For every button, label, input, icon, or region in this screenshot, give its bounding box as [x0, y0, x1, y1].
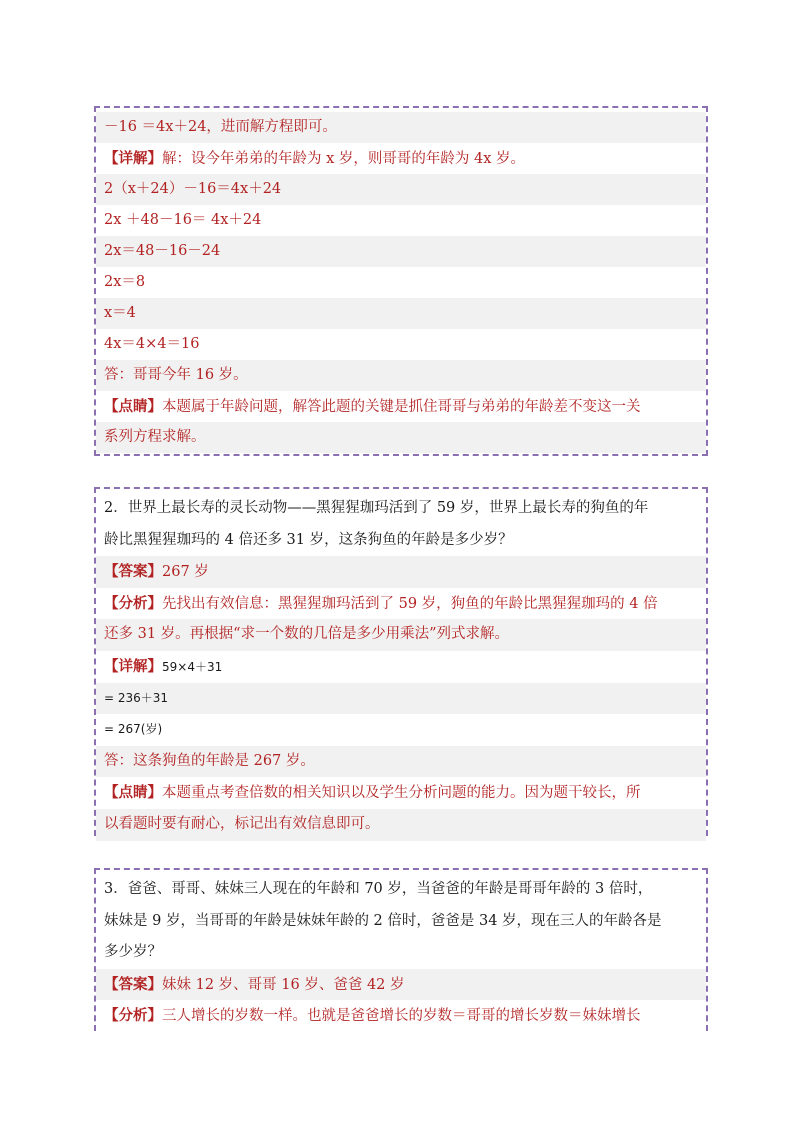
- answer-line: [96, 360, 706, 391]
- comment-text: 系列方程求解。: [104, 429, 206, 445]
- equation-line: [96, 329, 706, 360]
- comment-text: 本题属于年龄问题，解答此题的关键是抓住哥哥与弟弟的年龄差不变这一关: [162, 399, 641, 415]
- answer-text: 岁、爸爸: [299, 976, 367, 993]
- detail-line: [96, 143, 706, 174]
- question-text: 龄比黑猩猩珈玛的 4 倍还多 31 岁，这条狗鱼的年龄是多少岁？: [104, 531, 513, 548]
- question-line: [96, 906, 706, 938]
- question-box-2: [94, 487, 708, 836]
- answer-unit: 岁: [385, 976, 405, 993]
- answer-line: [96, 746, 706, 778]
- question-text: 3．爸爸、哥哥、妹妹三人现在的年龄和 70 岁，当爸爸的年龄是哥哥年龄的 3 倍时，: [104, 881, 653, 897]
- detail-tag: 【详解】: [104, 657, 162, 675]
- detail-var: 4x: [474, 151, 492, 167]
- answer-text: 答：这条狗鱼的年龄是: [104, 752, 254, 769]
- answer-value: 16: [281, 976, 300, 993]
- detail-text: 解：设今年弟弟的年龄为 x 岁，则哥哥的年龄为: [162, 151, 475, 167]
- solution-box-1: [94, 106, 708, 456]
- answer-unit: 岁。: [281, 752, 315, 769]
- equation-text: 2x＝48－16－24: [104, 243, 221, 259]
- comment-tag: 【点睛】: [104, 398, 162, 415]
- answer-value: 12: [195, 976, 215, 993]
- answer-line: [96, 556, 706, 588]
- analysis-line: [96, 619, 706, 651]
- analysis-text: 岁，狗鱼的年龄比黑猩猩珈玛的: [417, 595, 630, 612]
- comment-line: [96, 391, 706, 422]
- answer-tag: 【答案】: [104, 975, 162, 993]
- question-line: [96, 493, 706, 525]
- answer-value: 267: [253, 752, 282, 769]
- answer-text: 267 岁: [162, 564, 209, 581]
- comment-line: [96, 777, 706, 809]
- detail-unit: 岁。: [491, 151, 526, 167]
- detail-tag: 【详解】: [104, 150, 162, 167]
- analysis-line: [96, 588, 706, 620]
- question-text: 多少岁？: [104, 944, 162, 960]
- equation-line: [96, 205, 706, 236]
- question-line: [96, 937, 706, 969]
- question-text: 2．世界上最长寿的灵长动物——黑猩猩珈玛活到了 59 岁，世界上最长寿的狗鱼的年: [104, 500, 649, 516]
- analysis-tag: 【分析】: [104, 594, 162, 612]
- analysis-number: 31: [137, 626, 157, 643]
- comment-line: [96, 809, 706, 841]
- analysis-tag: 【分析】: [104, 1007, 162, 1024]
- detail-expression: = 236＋31: [104, 690, 169, 705]
- detail-line: [96, 651, 706, 683]
- answer-text: 答：哥哥今年: [104, 367, 196, 383]
- analysis-text: 岁。再根据“求一个数的几倍是多少用乘法”列式求解。: [156, 626, 509, 643]
- detail-expression: = 267(岁): [104, 722, 163, 737]
- equation-line: [96, 298, 706, 329]
- analysis-text: 先找出有效信息：黑猩猩珈玛活到了: [162, 595, 399, 612]
- equation-text: 2x＝8: [104, 274, 146, 290]
- comment-line: [96, 422, 706, 453]
- equation-line: [96, 174, 706, 205]
- answer-unit: 岁。: [214, 367, 248, 383]
- answer-value: 16: [195, 367, 215, 383]
- question-line: [96, 874, 706, 906]
- equation-text: －16 ＝4x＋24，进而解方程即可。: [104, 119, 337, 135]
- analysis-text: 倍: [638, 595, 658, 612]
- comment-tag: 【点睛】: [104, 784, 162, 802]
- answer-text: 妹妹: [162, 976, 196, 993]
- answer-line: [96, 969, 706, 1001]
- analysis-line: [96, 1000, 706, 1032]
- equation-line: [96, 236, 706, 267]
- comment-text: 本题重点考查倍数的相关知识以及学生分析问题的能力。因为题干较长，所: [162, 785, 641, 802]
- equation-text: 4x＝4×4＝16: [104, 336, 200, 352]
- equation-text: 2x ＋48－16＝ 4x＋24: [104, 212, 262, 228]
- detail-line: [96, 683, 706, 715]
- analysis-number: 59: [398, 595, 418, 612]
- comment-text: 以看题时要有耐心，标记出有效信息即可。: [104, 815, 380, 832]
- question-line: [96, 525, 706, 557]
- answer-text: 岁、哥哥: [214, 976, 282, 993]
- question-text: 妹妹是 9 岁，当哥哥的年龄是妹妹年龄的 2 倍时，爸爸是 34 岁，现在三人的年龄各是: [104, 912, 662, 929]
- equation-line: [96, 267, 706, 298]
- solution-line: [96, 112, 706, 143]
- detail-expression: 59×4＋31: [162, 659, 223, 674]
- detail-line: [96, 714, 706, 746]
- answer-tag: 【答案】: [104, 563, 162, 581]
- analysis-text: 还多: [104, 626, 138, 643]
- analysis-number: 4: [629, 595, 639, 612]
- analysis-text: 三人增长的岁数一样。也就是爸爸增长的岁数＝哥哥的增长岁数＝妹妹增长: [162, 1008, 641, 1024]
- question-box-3: [94, 868, 708, 1031]
- equation-text: 2（x＋24）－16＝4x＋24: [104, 181, 282, 197]
- equation-text: x＝4: [104, 305, 136, 321]
- answer-value: 42: [366, 976, 386, 993]
